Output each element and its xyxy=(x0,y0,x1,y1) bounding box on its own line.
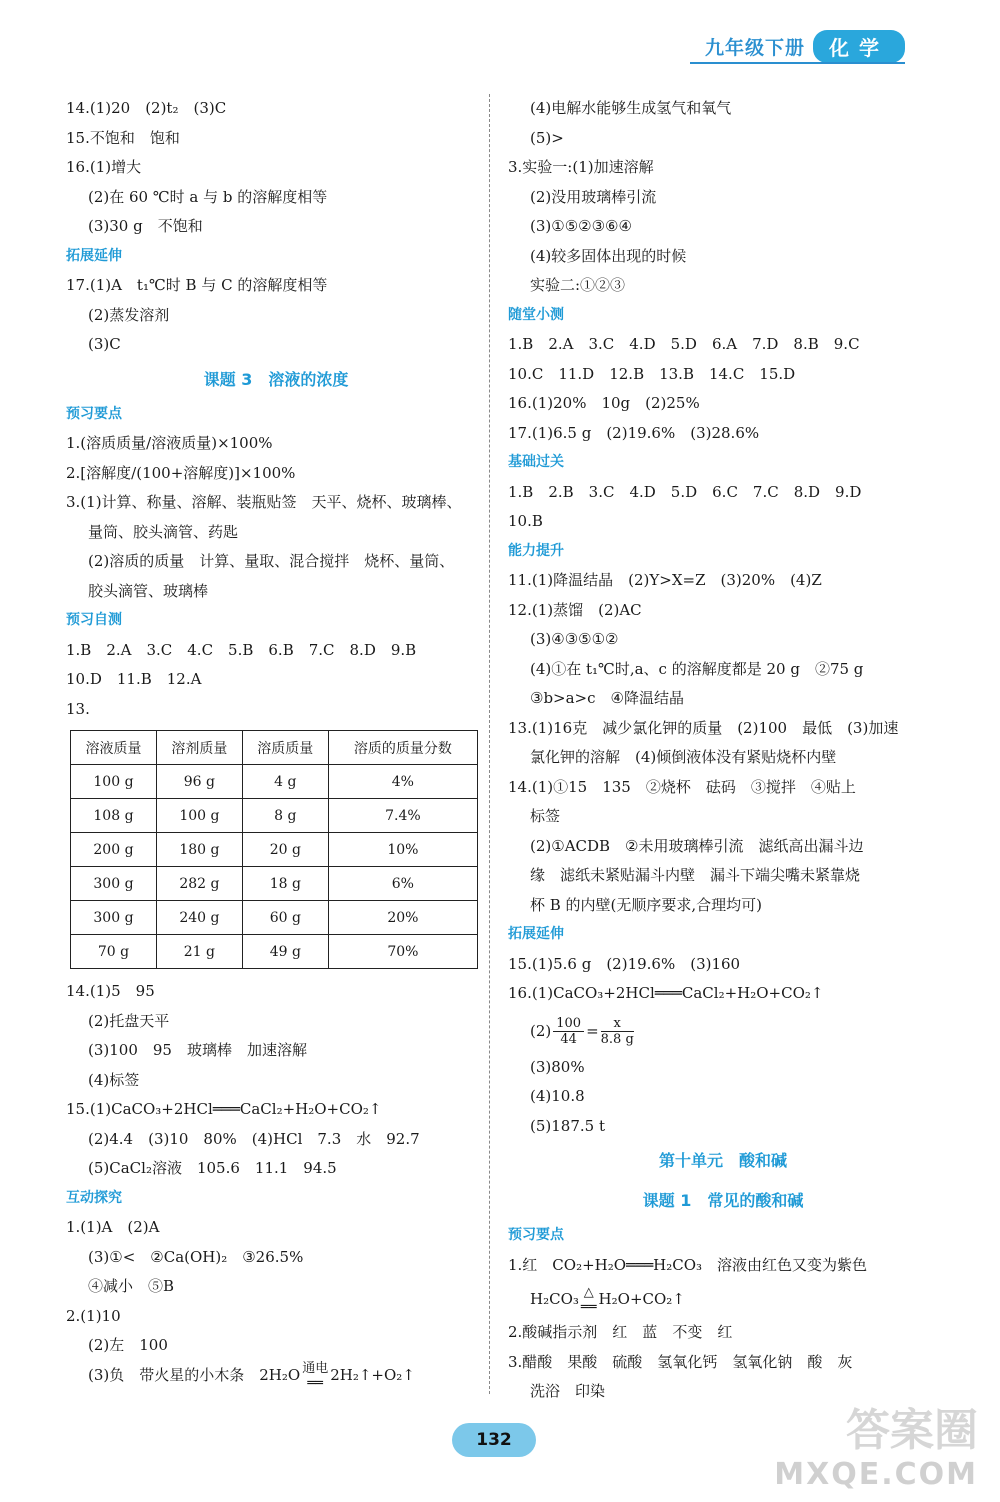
answer-line: 1.(1)A (2)A xyxy=(66,1218,160,1236)
table-cell: 96 g xyxy=(156,765,242,799)
answer-line: 10.C 11.D 12.B 13.B 14.C 15.D xyxy=(508,364,796,383)
unit-title: 第十单元 酸和碱 xyxy=(658,1151,787,1170)
table-row xyxy=(71,935,478,969)
table-cell: 8 g xyxy=(242,799,328,833)
answer-line: (4)电解水能够生成氢气和氧气 xyxy=(530,99,732,117)
answer-line: (3)30 g 不饱和 xyxy=(88,217,203,235)
decomposition-equation xyxy=(508,1280,938,1318)
answer-line: 15.(1)CaCO₃+2HCl═══CaCl₂+H₂O+CO₂↑ xyxy=(66,1100,382,1118)
answer-line: 缘 滤纸未紧贴漏斗内壁 漏斗下端尖嘴未紧靠烧 xyxy=(530,866,861,884)
section-heading: 随堂小测 xyxy=(508,306,564,323)
answer-line: 10.D 11.B 12.A xyxy=(66,670,202,688)
answer-line: 3.实验一:(1)加速溶解 xyxy=(508,158,654,176)
answer-line: (2)溶质的质量 计算、量取、混合搅拌 烧杯、量筒、 xyxy=(88,552,455,570)
equation-prefix: (3)负 带火星的小木条 2H₂O xyxy=(88,1365,301,1384)
table-cell: 100 g xyxy=(71,765,157,799)
answer-line: 15.(1)5.6 g (2)19.6% (3)160 xyxy=(508,954,741,973)
table-cell: 4 g xyxy=(242,765,328,799)
table-cell: 240 g xyxy=(156,901,242,935)
reaction-condition xyxy=(581,1285,597,1315)
table-row xyxy=(71,867,478,901)
table-row xyxy=(71,901,478,935)
table-cell: 180 g xyxy=(156,833,242,867)
table-cell: 6% xyxy=(328,867,477,901)
fraction-denominator: 8.8 g xyxy=(600,1032,634,1047)
answer-line: 13.(1)16克 减少氯化钾的质量 (2)100 最低 (3)加速 xyxy=(508,718,899,737)
electrolysis-equation xyxy=(66,1361,486,1391)
answer-line: (2)4.4 (3)10 80% (4)HCl 7.3 水 92.7 xyxy=(88,1129,420,1148)
condition-text: △ xyxy=(583,1285,594,1300)
answer-line: 1.(溶质质量/溶液质量)×100% xyxy=(66,434,273,452)
answer-line: 1.B 2.A 3.C 4.C 5.B 6.B 7.C 8.D 9.B xyxy=(66,640,417,659)
lesson-title: 课题 3 溶液的浓度 xyxy=(203,369,349,389)
answer-line: 16.(1)CaCO₃+2HCl═══CaCl₂+H₂O+CO₂↑ xyxy=(508,984,824,1002)
answer-line: (3)①< ②Ca(OH)₂ ③26.5% xyxy=(88,1247,304,1266)
answer-line: (3)100 95 玻璃棒 加速溶解 xyxy=(88,1041,307,1059)
left-column xyxy=(66,94,486,1390)
answer-line: 14.(1)20 (2)t₂ (3)C xyxy=(66,99,227,117)
table-cell: 20% xyxy=(328,901,477,935)
answer-line: (2)没用玻璃棒引流 xyxy=(530,187,657,206)
section-heading: 拓展延伸 xyxy=(508,926,564,942)
table-cell: 49 g xyxy=(242,935,328,969)
fraction-equation: (2) $\frac{100}{44}$ = $\frac{x}{8.8 g}$ xyxy=(530,1016,634,1047)
table-cell: 18 g xyxy=(242,867,328,901)
answer-line: (5)187.5 t xyxy=(530,1116,605,1135)
table-header-cell: 溶质的质量分数 xyxy=(328,731,477,765)
table-header-cell: 溶质质量 xyxy=(242,731,328,765)
fraction-numerator: x xyxy=(601,1016,634,1032)
section-heading: 拓展延伸 xyxy=(66,247,122,264)
table-row xyxy=(71,833,478,867)
section-heading: 基础过关 xyxy=(508,454,564,470)
right-column xyxy=(508,94,938,1407)
answer-line: 胶头滴管、玻璃棒 xyxy=(88,581,209,600)
table-header-row xyxy=(71,731,478,765)
answer-line: 17.(1)6.5 g (2)19.6% (3)28.6% xyxy=(508,423,760,442)
answer-line: (4)①在 t₁℃时,a、c 的溶解度都是 20 g ②75 g xyxy=(530,659,864,678)
watermark-url: MXQE.COM xyxy=(774,1457,978,1492)
answer-line: 17.(1)A t₁℃时 B 与 C 的溶解度相等 xyxy=(66,276,328,294)
answer-line: 1.红 CO₂+H₂O═══H₂CO₃ 溶液由红色又变为紫色 xyxy=(508,1255,868,1274)
answer-line: (2)①ACDB ②未用玻璃棒引流 滤纸高出漏斗边 xyxy=(530,836,864,855)
answer-line: (2)托盘天平 xyxy=(88,1011,170,1030)
equation-suffix: H₂O+CO₂↑ xyxy=(598,1290,685,1308)
answer-line: (4)标签 xyxy=(88,1070,140,1089)
answer-line: 2.(1)10 xyxy=(66,1306,121,1325)
answer-line: (3)①⑤②③⑥④ xyxy=(530,217,632,235)
grade-label: 九年级下册 xyxy=(704,37,805,59)
answer-line: (3)80% xyxy=(530,1057,585,1076)
answer-line: 1.B 2.B 3.C 4.D 5.D 6.C 7.C 8.D 9.D xyxy=(508,482,862,501)
table-cell: 21 g xyxy=(156,935,242,969)
answer-line: 3.(1)计算、称量、溶解、装瓶贴签 天平、烧杯、玻璃棒、 xyxy=(66,493,462,511)
column-divider xyxy=(489,94,490,1394)
answer-line: 量筒、胶头滴管、药匙 xyxy=(88,522,239,541)
answer-line: (2)在 60 ℃时 a 与 b 的溶解度相等 xyxy=(88,187,328,206)
answer-line: 2.酸碱指示剂 红 蓝 不变 红 xyxy=(508,1323,733,1341)
table-header-cell: 溶液质量 xyxy=(71,731,157,765)
answer-line: 16.(1)20% 10g (2)25% xyxy=(508,394,700,412)
table-cell: 60 g xyxy=(242,901,328,935)
answer-line: (4)较多固体出现的时候 xyxy=(530,246,687,265)
condition-text: 通电 xyxy=(302,1360,329,1376)
answer-line: (4)10.8 xyxy=(530,1087,585,1105)
page-number: 132 xyxy=(452,1423,536,1457)
answer-line: 实验二:①②③ xyxy=(530,276,626,294)
section-heading: 预习自测 xyxy=(66,612,122,628)
equation-prefix: H₂CO₃ xyxy=(530,1290,579,1308)
answer-line: 杯 B 的内壁(无顺序要求,合理均可) xyxy=(530,895,763,914)
reaction-condition xyxy=(302,1361,328,1391)
answer-line: 1.B 2.A 3.C 4.D 5.D 6.A 7.D 8.B 9.C xyxy=(508,335,860,353)
equation-suffix: 2H₂↑+O₂↑ xyxy=(330,1365,415,1384)
table-cell: 20 g xyxy=(242,833,328,867)
equal-sign: ══ xyxy=(307,1375,324,1391)
answer-line: ③b>a>c ④降温结晶 xyxy=(530,689,684,707)
table-cell: 7.4% xyxy=(328,799,477,833)
answer-line: 12.(1)蒸馏 (2)AC xyxy=(508,600,642,619)
table-cell: 300 g xyxy=(71,901,157,935)
table-cell: 300 g xyxy=(71,867,157,901)
answer-line: 10.B xyxy=(508,512,543,530)
answer-line: (2)蒸发溶剂 xyxy=(88,305,170,324)
answer-line: (3)C xyxy=(88,335,121,353)
answer-line: 3.醋酸 果酸 硫酸 氢氧化钙 氢氧化钠 酸 灰 xyxy=(508,1352,853,1371)
fraction-denominator: 44 xyxy=(560,1032,577,1047)
answer-line: 洗浴 印染 xyxy=(530,1382,606,1400)
fraction-left xyxy=(553,1016,584,1047)
answer-line: 氯化钾的溶解 (4)倾倒液体没有紧贴烧杯内壁 xyxy=(530,748,837,766)
answer-line: 11.(1)降温结晶 (2)Y>X=Z (3)20% (4)Z xyxy=(508,571,822,589)
lesson-title: 课题 1 常见的酸和碱 xyxy=(642,1191,804,1210)
answer-line: (5)> xyxy=(530,128,564,147)
answer-line: 13. xyxy=(66,699,90,718)
answer-line: 14.(1)①15 135 ②烧杯 砝码 ③搅拌 ④贴上 xyxy=(508,777,856,796)
answer-line: 2.[溶解度/(100+溶解度)]×100% xyxy=(66,463,296,482)
section-heading: 预习要点 xyxy=(66,405,122,422)
table-cell: 10% xyxy=(328,833,477,867)
answer-line: (5)CaCl₂溶液 105.6 11.1 94.5 xyxy=(88,1159,337,1177)
answer-line: (3)④③⑤①② xyxy=(530,630,619,648)
watermark-logo: 答案圈 xyxy=(846,1405,978,1456)
concentration-table xyxy=(70,730,478,969)
table-header-cell: 溶剂质量 xyxy=(156,731,242,765)
table-cell: 100 g xyxy=(156,799,242,833)
page-header xyxy=(705,30,905,63)
fraction-right xyxy=(601,1016,634,1047)
table-cell: 282 g xyxy=(156,867,242,901)
answer-line: (2)左 100 xyxy=(88,1336,168,1354)
table-cell: 4% xyxy=(328,765,477,799)
table-cell: 70% xyxy=(328,935,477,969)
equal-sign: ══ xyxy=(580,1300,597,1315)
section-heading: 能力提升 xyxy=(508,542,564,559)
header-rule xyxy=(690,62,905,64)
answer-line: 16.(1)增大 xyxy=(66,158,142,176)
table-cell: 108 g xyxy=(71,799,157,833)
table-cell: 200 g xyxy=(71,833,157,867)
table-row xyxy=(71,765,478,799)
fraction-numerator: 100 xyxy=(553,1016,584,1032)
answer-line: ④减小 ⑤B xyxy=(88,1277,175,1295)
table-cell: 70 g xyxy=(71,935,157,969)
answer-line: 15.不饱和 饱和 xyxy=(66,128,180,147)
fraction-prefix: (2) xyxy=(530,1021,552,1040)
table-row xyxy=(71,799,478,833)
answer-line: 14.(1)5 95 xyxy=(66,982,155,1000)
subject-badge: 化学 xyxy=(813,30,905,63)
answer-line: 标签 xyxy=(530,807,561,825)
section-heading: 互动探究 xyxy=(66,1189,122,1206)
section-heading: 预习要点 xyxy=(508,1227,564,1243)
